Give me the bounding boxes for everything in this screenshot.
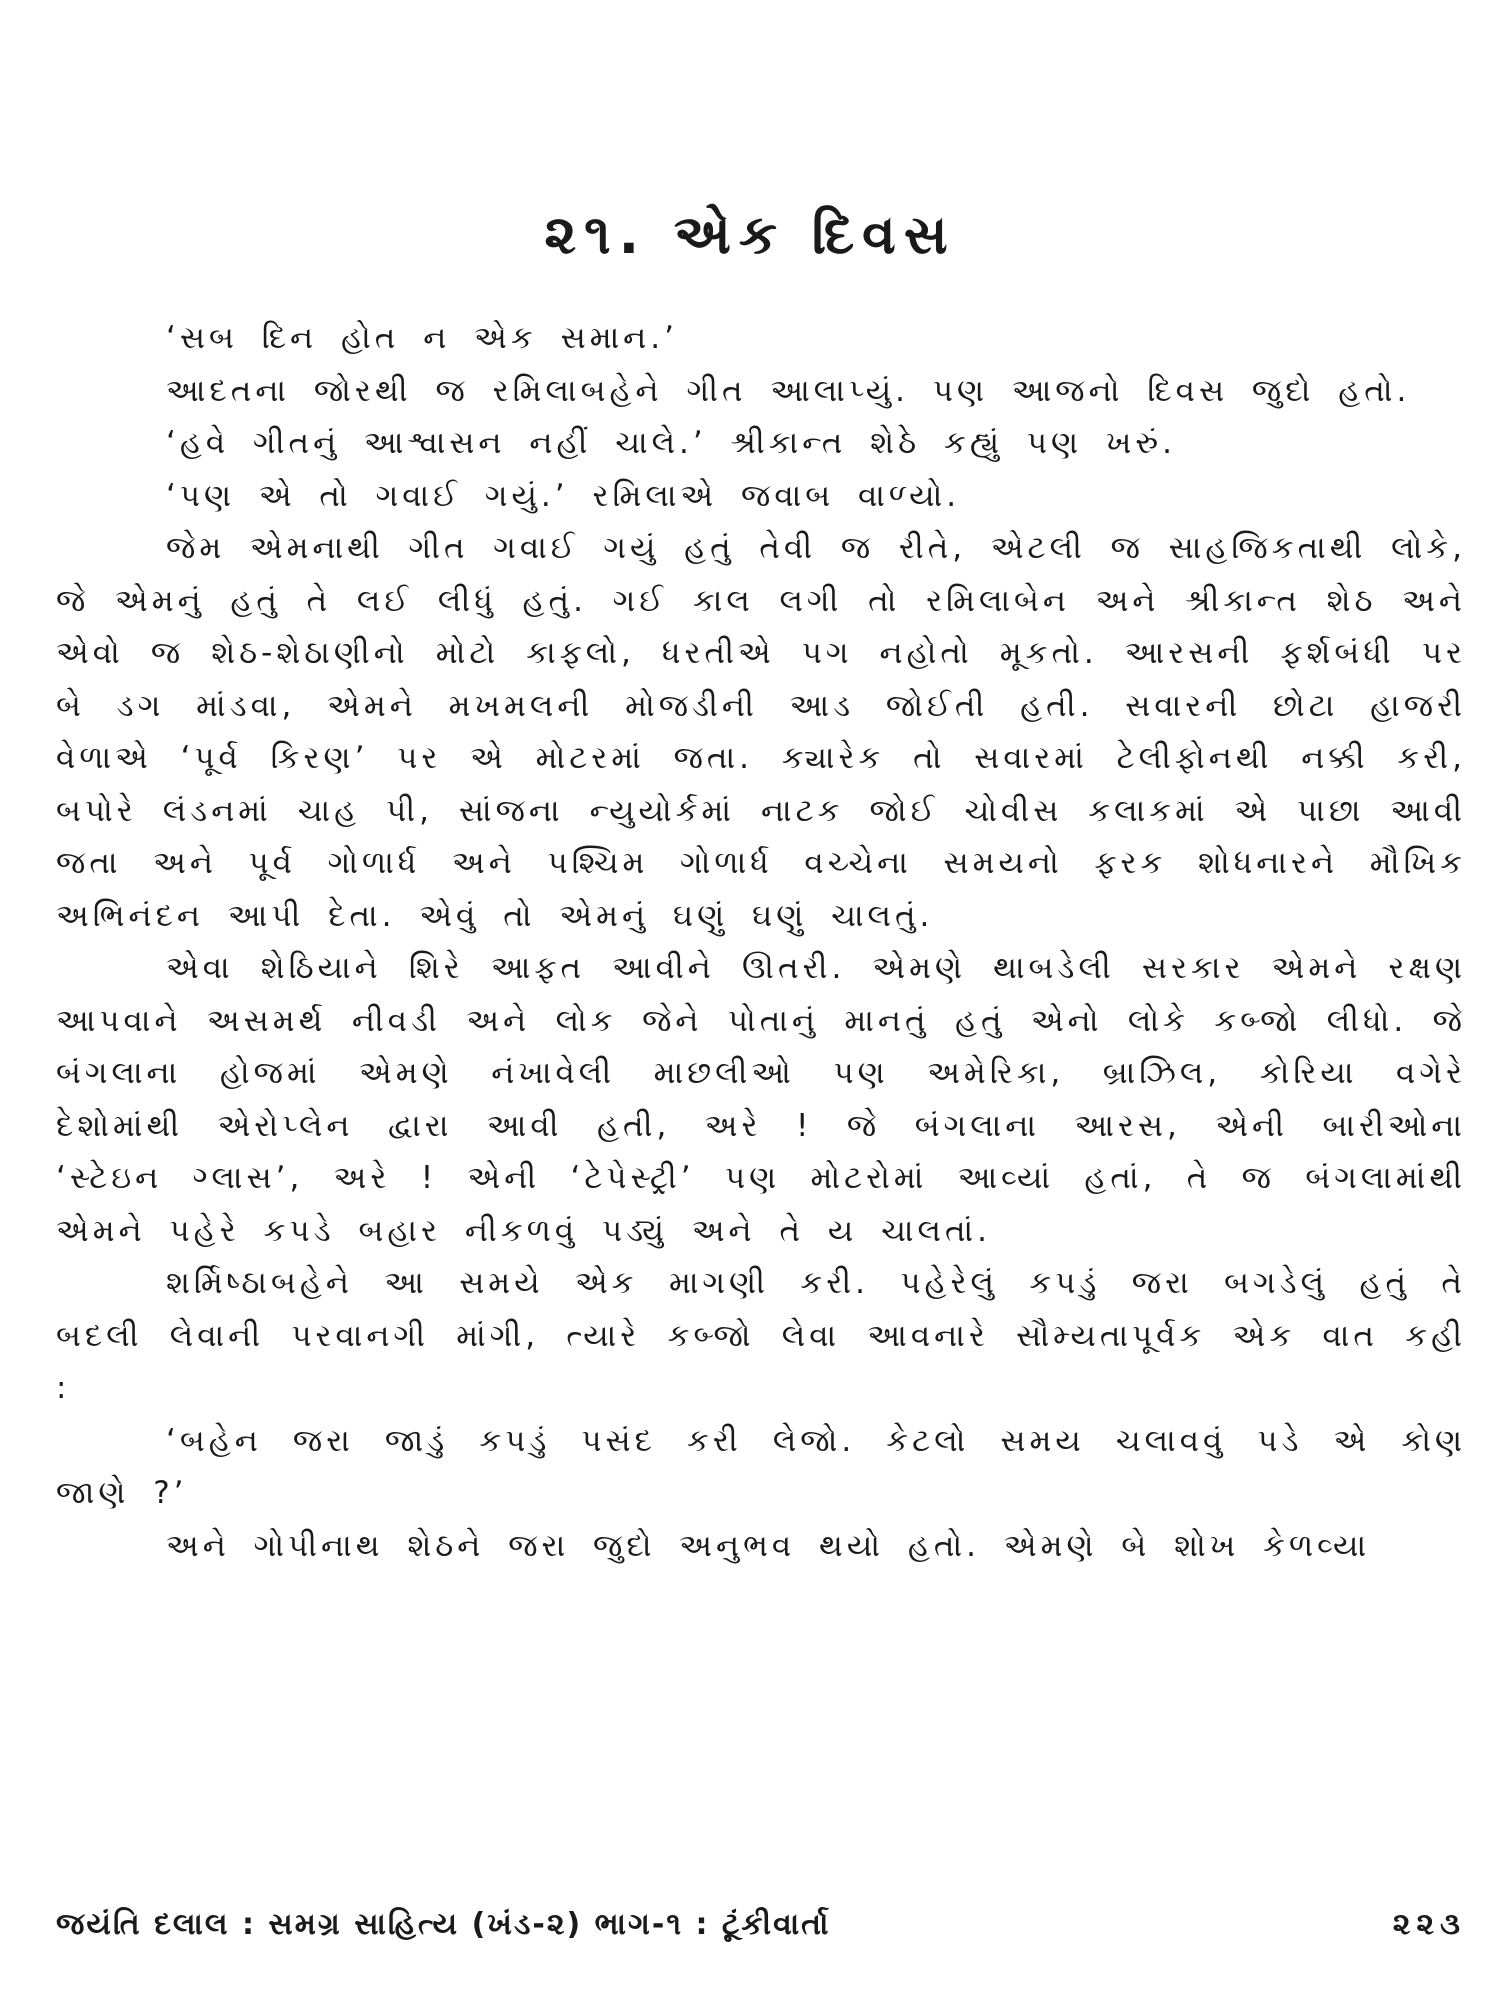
- paragraph: જેમ એમનાથી ગીત ગવાઈ ગયું હતું તેવી જ રીતે, એટલી જ સાહજિકતાથી લોકે, જે એમનું હતું તે લઈ લીધું હતું. ગઈ કાલ લગી તો રમિલાબેન અને શ્રીકાન્ત શેઠ અને એવો જ શેઠ-શેઠાણીનો મોટો કાફલો, ધરતીએ પગ નહોતો મૂકતો. આરસની ફર્શબંધી પર બે ડગ માંડવા, એમને મખમલની મોજડીની આડ જોઈતી હતી. સવારની છોટા હાજરી વેળાએ ‘પૂર્વ કિરણ’ પર એ મોટરમાં જતા. ક્યારેક તો સવારમાં ટેલીફોનથી નક્કી કરી, બપોરે લંડનમાં ચાહ પી, સાંજના ન્યુયોર્કમાં નાટક જોઈ ચોવીસ કલાકમાં એ પાછા આવી જતા અને પૂર્વ ગોળાર્ધ અને પશ્ચિમ ગોળાર્ધ વચ્ચેના સમયનો ફરક શોધનારને મૌખિક અભિનંદન આપી દેતા. એવું તો એમનું ઘણું ઘણું ચાલતું.: [56, 530, 1466, 934]
- chapter-title: ૨૧. એક દિવસ: [544, 203, 956, 266]
- page-footer: [56, 1900, 1466, 1950]
- book-title: જયંતિ દલાલ : સમગ્ર સાહિત્ય (ખંડ-૨) ભાગ-૧ : ટૂંકીવાર્તા: [56, 1907, 831, 1942]
- paragraph: ‘પણ એ તો ગવાઈ ગયું.’ રમિલાએ જવાબ વાળ્યો.: [166, 477, 961, 514]
- paragraph: અને ગોપીનાથ શેઠને જરા જુદો અનુભવ થયો હતો. એમણે બે શોખ કેળવ્યા: [166, 1527, 1371, 1564]
- paragraph: ‘બહેન જરા જાડું કપડું પસંદ કરી લેજો. કેટલો સમય ચલાવવું પડે એ કોણ જાણે ?’: [56, 1422, 1466, 1511]
- paragraph: ‘હવે ગીતનું આશ્વાસન નહીં ચાલે.’ શ્રીકાન્ત શેઠે કહ્યું પણ ખરું.: [166, 425, 1176, 461]
- chapter-body: [56, 312, 1466, 1572]
- paragraph: એવા શેઠિયાને શિરે આફત આવીને ઊતરી. એમણે થાબડેલી સરકાર એમને રક્ષણ આપવાને અસમર્થ નીવડી અને લોક જેને પોતાનું માનતું હતું એનો લોકે કબ્જો લીધો. જે બંગલાના હોજમાં એમણે નંખાવેલી માછલીઓ પણ અમેરિકા, બ્રાઝિલ, કોરિયા વગેરે દેશોમાંથી એરોપ્લેન દ્વારા આવી હતી, અરે ! જે બંગલાના આરસ, એની બારીઓના ‘સ્ટેઇન ગ્લાસ’, અરે ! એની ‘ટેપેસ્ટ્રી’ પણ મોટરોમાં આવ્યાં હતાં, તે જ બંગલામાંથી એમને પહેરે કપડે બહાર નીકળવું પડ્યું અને તે ય ચાલતાં.: [56, 950, 1466, 1249]
- paragraph: શર્મિષ્ઠાબહેને આ સમયે એક માગણી કરી. પહેરેલું કપડું જરા બગડેલું હતું તે બદલી લેવાની પરવાનગી માંગી, ત્યારે કબ્જો લેવા આવનારે સૌમ્યતાપૂર્વક એક વાત કહી :: [56, 1265, 1466, 1406]
- page-number: ૨૨૩: [1392, 1907, 1466, 1942]
- paragraph: આદતના જોરથી જ રમિલાબહેને ગીત આલાપ્યું. પણ આજનો દિવસ જુદો હતો.: [166, 372, 1411, 409]
- paragraph: ‘સબ દિન હોત ન એક સમાન.’: [166, 320, 678, 356]
